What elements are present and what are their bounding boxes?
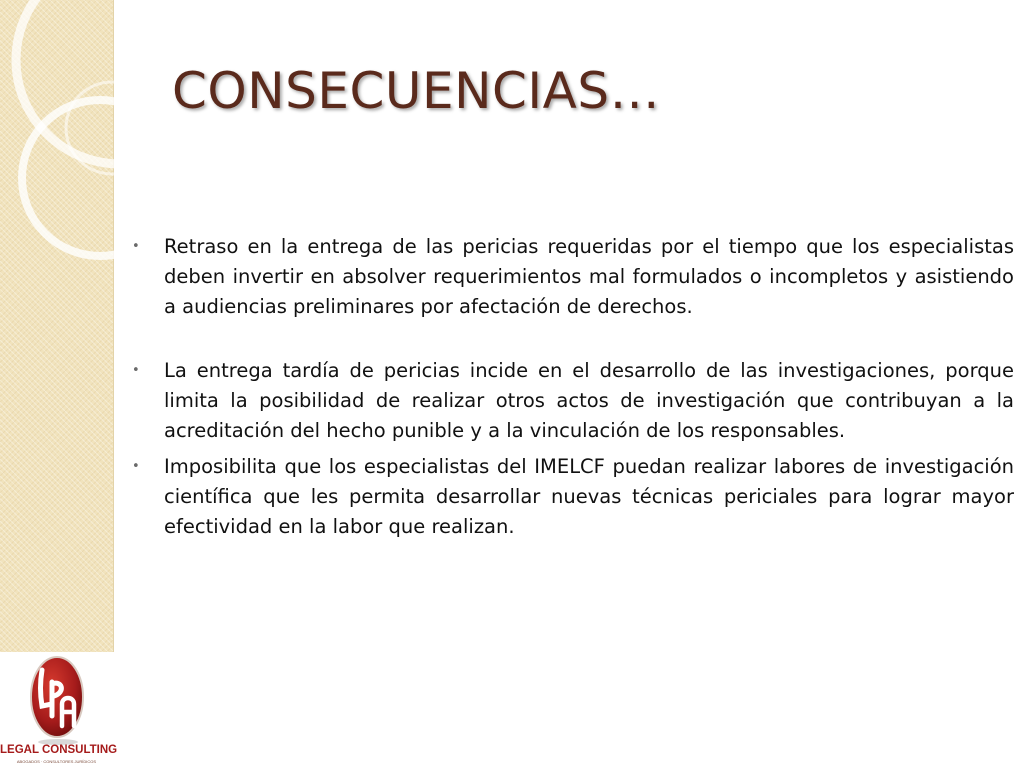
decorative-rings (0, 0, 140, 260)
bullet-text: Imposibilita que los especialistas del IMELCF puedan realizar labores de investigación científica que les permita desarrollar nuevas técnicas periciales para lograr mayor efectividad en la labor que realizan. (164, 455, 1014, 538)
bullet-text: Retraso en la entrega de las pericias requeridas por el tiempo que los especialistas deben invertir en absolver requerimientos mal formulados o incompletos y asistiendo a audiencias preliminares por afectación de derechos. (164, 235, 1014, 318)
logo-subtitle: ABOGADOS · CONSULTORES JURÍDICOS (16, 759, 97, 764)
bullet-text: La entrega tardía de pericias incide en el desarrollo de las investigaciones, porque limita la posibilidad de realizar otros actos de investigación que contribuyan a la acreditación del hecho punible y a la vinculación de los responsables. (164, 359, 1014, 442)
decorative-ring-small (22, 100, 140, 256)
logo-emblem (0, 652, 113, 747)
bullet-item (132, 452, 1014, 542)
logo-name: LEGAL CONSULTING (0, 744, 118, 756)
slide-title: CONSECUENCIAS… (172, 62, 661, 120)
bullet-dot-icon: • (132, 239, 140, 254)
bullet-item (132, 232, 1014, 322)
bullet-list (132, 232, 1014, 542)
bullet-dot-icon: • (132, 363, 140, 378)
bullet-dot-icon: • (132, 459, 140, 474)
bullet-item (132, 356, 1014, 446)
